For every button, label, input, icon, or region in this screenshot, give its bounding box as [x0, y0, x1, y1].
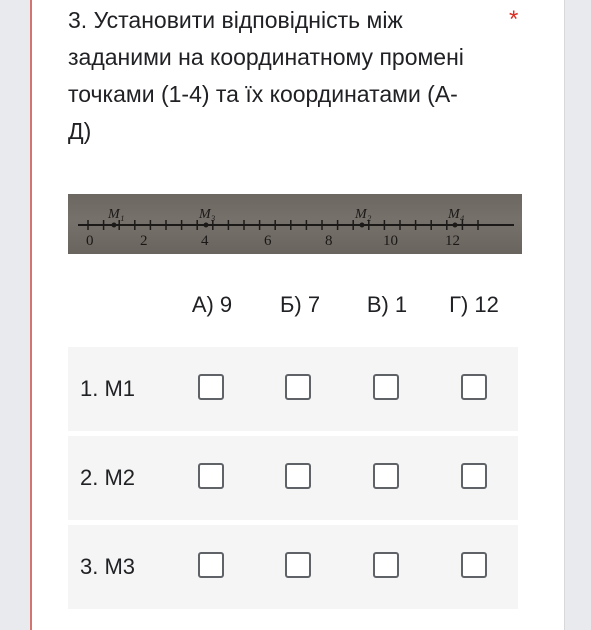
column-header-b: Б) 7 — [279, 292, 321, 317]
point-marker-m1 — [112, 223, 117, 228]
grid-row-m3 — [68, 525, 518, 609]
row-label-m3: 3. M3 — [80, 554, 136, 579]
checkbox-m1-b[interactable] — [285, 374, 311, 400]
column-header-g: Г) 12 — [449, 292, 499, 317]
column-header-a: А) 9 — [191, 292, 233, 317]
column-header-v: В) 1 — [366, 292, 408, 317]
checkbox-m2-v[interactable] — [373, 463, 399, 489]
point-label-m1: M₁ — [108, 207, 125, 222]
point-label-m3: M₃ — [199, 207, 216, 222]
point-marker-m4 — [453, 223, 458, 228]
checkbox-m1-g[interactable] — [461, 374, 487, 400]
tick-label-8: 8 — [325, 233, 333, 249]
number-line-image — [68, 194, 522, 254]
checkbox-m3-v[interactable] — [373, 552, 399, 578]
question-title: 3. Установити відповідність між заданими на координатному промені точками (1-4) та їх координатами (А-Д) — [68, 7, 464, 144]
tick-label-6: 6 — [264, 233, 272, 249]
checkbox-m2-a[interactable] — [198, 463, 224, 489]
tick-label-12: 12 — [445, 233, 460, 249]
point-marker-m3 — [204, 223, 209, 228]
grid-row-m1 — [68, 347, 518, 431]
row-label-m2: 2. M2 — [80, 465, 136, 490]
grid-row-m2 — [68, 436, 518, 520]
checkbox-m3-a[interactable] — [198, 552, 224, 578]
number-line-figure — [68, 194, 522, 254]
tick-label-2: 2 — [140, 233, 148, 249]
tick-label-10: 10 — [383, 233, 398, 249]
tick-label-4: 4 — [201, 233, 209, 249]
checkbox-m3-b[interactable] — [285, 552, 311, 578]
point-label-m2: M₂ — [355, 207, 372, 222]
point-label-m4: M₄ — [448, 207, 465, 222]
checkbox-m2-g[interactable] — [461, 463, 487, 489]
point-marker-m2 — [360, 223, 365, 228]
checkbox-m1-v[interactable] — [373, 374, 399, 400]
row-label-m1: 1. M1 — [80, 376, 136, 401]
checkbox-m2-b[interactable] — [285, 463, 311, 489]
tick-label-0: 0 — [86, 233, 94, 249]
checkbox-m1-a[interactable] — [198, 374, 224, 400]
required-asterisk: * — [509, 6, 519, 33]
checkbox-m3-g[interactable] — [461, 552, 487, 578]
